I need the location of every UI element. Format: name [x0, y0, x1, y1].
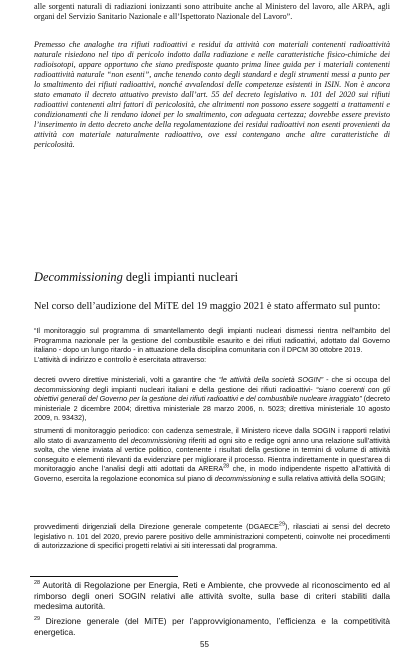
section-heading-italic: Decommissioning — [34, 270, 123, 284]
quote-paragraph-3 — [34, 426, 390, 484]
quote-paragraph-4 — [34, 522, 390, 551]
footnote-ref-28[interactable]: 28 — [223, 463, 230, 470]
q2f: “siano coerenti con gli obiettivi generali del Governo per la gestione dei rifiuti radioattivi e del combustibile nucleare irraggiato” — [34, 384, 390, 404]
footnote-separator — [30, 576, 178, 577]
footnote-number: 29 — [34, 616, 41, 623]
q3b: decommissioning — [130, 435, 187, 445]
q2b: “le attività della società SOGIN” — [218, 375, 324, 384]
section-heading-rest: degli impianti nucleari — [122, 270, 239, 284]
italic-paragraph: Premesso che analoghe tra rifiuti radioattivi e residui da attività con materiali contenenti radioattività naturale risiedono nel tipo di pericolo indotto dalla radiazione e nelle caratteristiche fisico-chimiche dei radioisotopi, appare opportuno che siano predisposte quanto prima linee guida per i materiali contenenti radioattività naturale “non esenti”, anche tenendo conto degli standard e degli strumenti messi a punto per lo smaltimento dei rifiuti radioattivi, nonché avvalendosi delle competenze esistenti in ISIN. Non è ancora stato emanato il decreto attuativo previsto dall’art. 55 del decreto legislativo n. 101 del 2020 sui rifiuti radioattivi contenenti altri fattori di pericolosità, che altrimenti non possono essere soggetti a trattamenti e condizionamenti che li rendano idonei per lo smaltimento, con adeguata certezza; dovrebbe essere previsto l’inserimento in detto decreto anche della regolamentazione dei residui radioattivi non esenti provenienti da attività con materiale naturalmente radioattivo, ove essi contengano anche altre caratteristiche di pericolosità. — [34, 40, 390, 149]
q4b: ), rilasciati ai sensi del decreto legislativo n. 101 del 2020, previo parere positivo delle amministrazioni competenti, coinvolte nei procedimenti di autorizzazione di specifici progetti relativi ai siti interessati dal programma. — [34, 522, 390, 551]
q3c: riferiti ad ogni sito e redige ogni anno una relazione sull’attività svolta, che viene inviata al vertice politico, contenente i risultati della gestione in termini di volume di attività conseguito e elementi rilevanti da evidenziare per migliorare il processo. Rientra indirettamente in quest’area di monitoraggio anche l’analisi degli atti adottati da ARERA — [34, 435, 390, 474]
footnote-text: Direzione generale (del MiTE) per l’approvvigionamento, l’efficienza e la competitività energetica. — [34, 616, 390, 637]
q2e: degli impianti nucleari italiani e della gestione dei rifiuti radioattivi- — [89, 384, 317, 394]
q3d: che, in modo indipendente rispetto all’attività di Governo, esercita la regolazione economica sul piano di — [34, 464, 390, 483]
footnote-29 — [34, 616, 390, 637]
q3f: e sulla relativa attività della SOGIN; — [270, 473, 386, 483]
q3a: strumenti di monitoraggio periodico: con cadenza semestrale, il Ministero riceve dalla SOGIN i rapporti relativi allo stato di avanzamento del — [34, 426, 390, 445]
quote-p1-text: “Il monitoraggio sul programma di smantellamento degli impianti nucleari dismessi rientra nell’ambito del Programma nazionale per la gestione del combustibile esaurito e dei rifiuti radioattivi, adottato dal Governo italiano - dopo un lungo ritardo - in attuazione della disciplina comunitaria con il DPCM 30 ottobre 2019. — [34, 326, 390, 355]
quote-p1b-text: L’attività di indirizzo e controllo è esercitata attraverso: — [34, 354, 207, 364]
footnote-28 — [34, 580, 390, 612]
q2g: (decreto ministeriale 2 dicembre 2004; direttiva ministeriale 28 marzo 2006, n. 5023; direttiva ministeriale 10 agosto 2009, n. 93432), — [34, 394, 390, 423]
footnote-ref-29[interactable]: 29 — [278, 521, 286, 528]
continued-paragraph: alle sorgenti naturali di radiazioni ionizzanti sono attribuite anche al Ministero del lavoro, alle ARPA, agli organi del Servizio Sanitario Nazionale e all’Ispettorato Nazionale del Lavoro”. — [34, 2, 390, 21]
q2c: - che si occupa del — [323, 375, 391, 384]
footnote-number: 28 — [34, 580, 41, 587]
q2a: decreti ovvero direttive ministeriali, volti a garantire che — [34, 375, 219, 384]
quote-paragraph-2 — [34, 375, 390, 423]
footnote-text: Autorità di Regolazione per Energia, Reti e Ambiente, che provvede al riconoscimento ed al rimborso degli oneri SOGIN relativi alle attività svolte, sulla base di criteri stabiliti dalla medesima autorità. — [34, 580, 390, 612]
q2d: decommissioning — [34, 384, 90, 394]
quote-paragraph-1 — [34, 326, 390, 364]
section-heading — [34, 270, 238, 285]
intro-sentence: Nel corso dell’audizione del MiTE del 19 maggio 2021 è stato affermato sul punto: — [34, 301, 381, 312]
page-number: 55 — [200, 640, 209, 649]
q3e: decommissioning — [214, 473, 271, 483]
q4a: provvedimenti dirigenziali della Direzione generale competente (DGAECE — [34, 522, 279, 531]
